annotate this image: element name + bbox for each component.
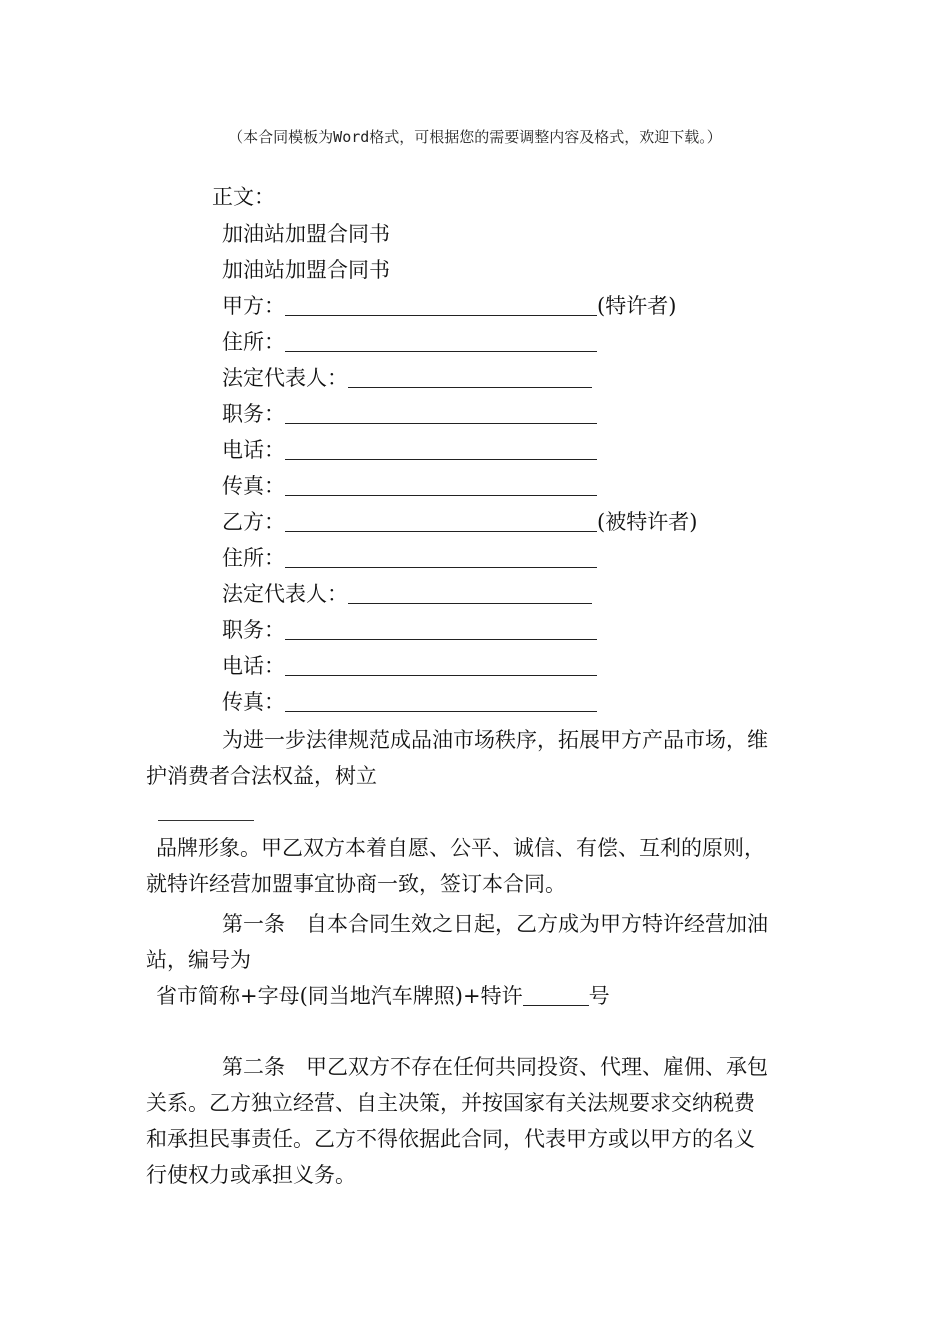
party-a-role: (特许者) — [597, 294, 677, 318]
article-2-line-2: 关系。乙方独立经营、自主决策，并按国家有关法规要求交纳税费 — [146, 1091, 755, 1115]
preamble-line-4: 就特许经营加盟事宜协商一致，签订本合同。 — [146, 872, 566, 896]
party-a-fax-blank[interactable] — [285, 473, 597, 496]
preamble-line-3: 品牌形象。甲乙双方本着自愿、公平、诚信、有偿、互利的原则， — [156, 836, 765, 860]
party-a-address-field — [222, 328, 597, 356]
party-a-position-blank[interactable] — [285, 401, 597, 424]
preamble-line-1: 为进一步法律规范成品油市场秩序，拓展甲方产品市场，维 — [222, 728, 768, 752]
article-2-line-3: 和承担民事责任。乙方不得依据此合同，代表甲方或以甲方的名义 — [146, 1127, 755, 1151]
party-a-phone-label: 电话： — [222, 438, 285, 462]
party-b-rep-label: 法定代表人： — [222, 582, 348, 606]
party-b-address-blank[interactable] — [285, 545, 597, 568]
party-a-name-label: 甲方： — [222, 294, 285, 318]
party-b-address-field — [222, 544, 597, 572]
franchise-number-blank[interactable] — [523, 983, 589, 1006]
contract-title: 加油站加盟合同书 — [222, 222, 390, 246]
party-a-phone-blank[interactable] — [285, 437, 597, 460]
article-2-line-1: 第二条 甲乙双方不存在任何共同投资、代理、雇佣、承包 — [222, 1055, 768, 1079]
article-1-line-2: 站，编号为 — [146, 948, 251, 972]
party-b-role: (被特许者) — [597, 510, 698, 534]
party-b-name-label: 乙方： — [222, 510, 285, 534]
article-2-line-4: 行使权力或承担义务。 — [146, 1163, 356, 1187]
body-label: 正文： — [212, 185, 275, 209]
party-a-address-label: 住所： — [222, 330, 285, 354]
party-b-position-label: 职务： — [222, 618, 285, 642]
party-b-phone-blank[interactable] — [285, 653, 597, 676]
party-a-fax-label: 传真： — [222, 474, 285, 498]
article-1-number-field — [156, 982, 610, 1010]
party-b-position-blank[interactable] — [285, 617, 597, 640]
preamble-line-2: 护消费者合法权益，树立 — [146, 764, 377, 788]
party-b-phone-label: 电话： — [222, 654, 285, 678]
article-1-line-3: 省市简称+字母(同当地汽车牌照)+特许 — [156, 984, 523, 1008]
party-b-rep-blank[interactable] — [348, 581, 592, 604]
brand-name-blank[interactable] — [158, 820, 254, 821]
party-a-phone-field — [222, 436, 597, 464]
party-b-position-field — [222, 616, 597, 644]
party-a-position-label: 职务： — [222, 402, 285, 426]
party-b-name-field — [222, 508, 697, 536]
party-a-fax-field — [222, 472, 597, 500]
party-b-fax-label: 传真： — [222, 690, 285, 714]
article-1-line-1: 第一条 自本合同生效之日起，乙方成为甲方特许经营加油 — [222, 912, 768, 936]
party-b-name-blank[interactable] — [285, 509, 597, 532]
party-a-position-field — [222, 400, 597, 428]
party-a-name-field — [222, 292, 676, 320]
party-b-address-label: 住所： — [222, 546, 285, 570]
party-a-rep-blank[interactable] — [348, 365, 592, 388]
party-b-fax-blank[interactable] — [285, 689, 597, 712]
header-note: （本合同模板为Word格式，可根据您的需要调整内容及格式，欢迎下载。） — [228, 128, 722, 146]
party-b-phone-field — [222, 652, 597, 680]
contract-title-repeat: 加油站加盟合同书 — [222, 258, 390, 282]
party-a-name-blank[interactable] — [285, 293, 597, 316]
party-a-rep-field — [222, 364, 592, 392]
party-b-fax-field — [222, 688, 597, 716]
party-a-address-blank[interactable] — [285, 329, 597, 352]
party-b-rep-field — [222, 580, 592, 608]
party-a-rep-label: 法定代表人： — [222, 366, 348, 390]
article-1-suffix: 号 — [588, 984, 610, 1008]
